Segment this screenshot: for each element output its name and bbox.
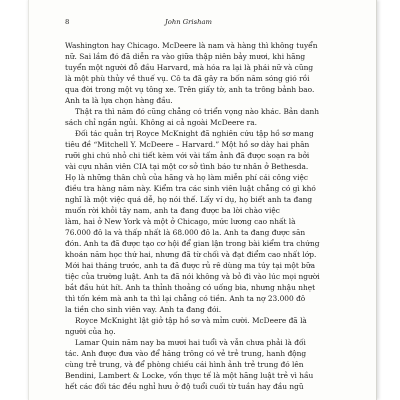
text-line: nữ. Sai lầm đó đã diễn ra vào giữa thập niên bảy mươi, khi hãng (65, 52, 306, 61)
text-line: Mới hai tháng trước, anh ta đã được rủ rê dùng ma túy tại một bữa (65, 261, 316, 270)
book-page (28, 0, 377, 400)
body-text (65, 40, 355, 392)
text-line: Washington hay Chicago. McDeere là nam và hàng thì không tuyển (65, 41, 318, 50)
text-line: sách chỉ ngắn ngủi. Không ai cả ngoài McDeere ra. (65, 118, 257, 127)
text-line: la tiền cho sinh viên vay. Anh ta đang đói. (65, 305, 222, 314)
text-line: làm, hai ở New York và một ở Chicago, mức lương cao nhất là (65, 217, 296, 226)
text-line: 76.000 đô la và thấp nhất là 68.000 đô la. Anh ta đang được săn (65, 228, 306, 237)
text-line: qua đời trong một vụ tông xe. Trên giấy tờ, anh ta trông bảnh bao. (65, 85, 315, 94)
text-line: người của họ. (65, 327, 116, 336)
text-line: cùng trẻ trung, và để phòng chiếu cái hình ảnh trẻ trung đó lên (65, 360, 304, 369)
text-line: là một phù thủy về thuế vụ. Cô ta đã gây ra bốn năm sóng gió rồi (65, 74, 310, 83)
text-line: tác. Anh được đưa vào để hăng trông có vẻ trẻ trung, hanh động (65, 349, 307, 358)
text-line: Lamar Quin năm nay ba mươi hai tuổi và vẫn chưa phải là đối (75, 338, 306, 347)
text-line: tiêu đề “Mitchell Y. McDeere – Harvard.” Một hồ sơ dày hai phân (65, 140, 310, 149)
text-line: Thật ra thì năm đó cũng chẳng có triển vọng nào khác. Bản danh (75, 107, 320, 116)
text-line: đón. Anh ta đã được tạo cơ hội để gian lận trong bài kiểm tra chứng (65, 239, 320, 248)
text-line: Họ là những thân chủ của hãng và họ làm miễn phí cái công việc (65, 173, 308, 182)
text-line: thì tốn kém mà anh ta thì lại chẳng có tiền. Anh ta nợ 23.000 đô (65, 294, 306, 303)
text-line: khoán năm học thứ hai, nhưng đã từ chối và đạt điểm cao nhất lớp. (65, 250, 317, 259)
text-line: tuyển một người đỗ đầu Harvard, mà hóa ra lại là phái nữ và cũng (65, 63, 314, 72)
text-line: hết các đối tác đều nghỉ hưu ở độ tuổi cuối từ tuần hay đầu ngũ (65, 382, 304, 391)
running-head-author: John Grisham (165, 18, 212, 26)
page-header (65, 18, 355, 30)
text-line: nghĩ là một việc quá dễ, họ nói thế. Lấy ví dụ, họ biết anh ta đang (65, 195, 313, 204)
text-line: Anh ta là lựa chọn hàng đầu. (65, 96, 173, 105)
text-line: tiệc của trường luật. Anh ta đã nói không và bỏ đi vào lúc mọi người (65, 272, 320, 281)
text-line: vài cựu nhân viên CIA tại một cơ sở tình báo tư nhân ở Bethesda. (65, 162, 309, 171)
text-line: Bendini, Lambert & Locke, vốn thực tế là một hãng luật trẻ vì hầu (65, 371, 314, 380)
text-line: rưỡi ghi chú nhỏ chi tiết kèm với vài tấm ảnh đã được soạn ra bởi (65, 151, 310, 160)
text-line: Royce McKnight lật giở tập hồ sơ và mỉm cười. McDeere đã là (75, 316, 307, 325)
text-line: bắt đầu hút hít. Anh ta thỉnh thoảng có uống bia, nhưng nhậu nhẹt (65, 283, 316, 292)
text-line: Đối tác quản trị Royce McKnight đã nghiên cứu tập hồ sơ mang (75, 129, 314, 138)
text-line: điều tra hàng năm này. Kiểm tra các sinh viên luật chẳng có gì khó (65, 184, 316, 193)
page-number: 8 (65, 18, 70, 26)
text-line: muốn rời khỏi tây nam, anh ta đang được ba lời chào việc (65, 206, 280, 215)
